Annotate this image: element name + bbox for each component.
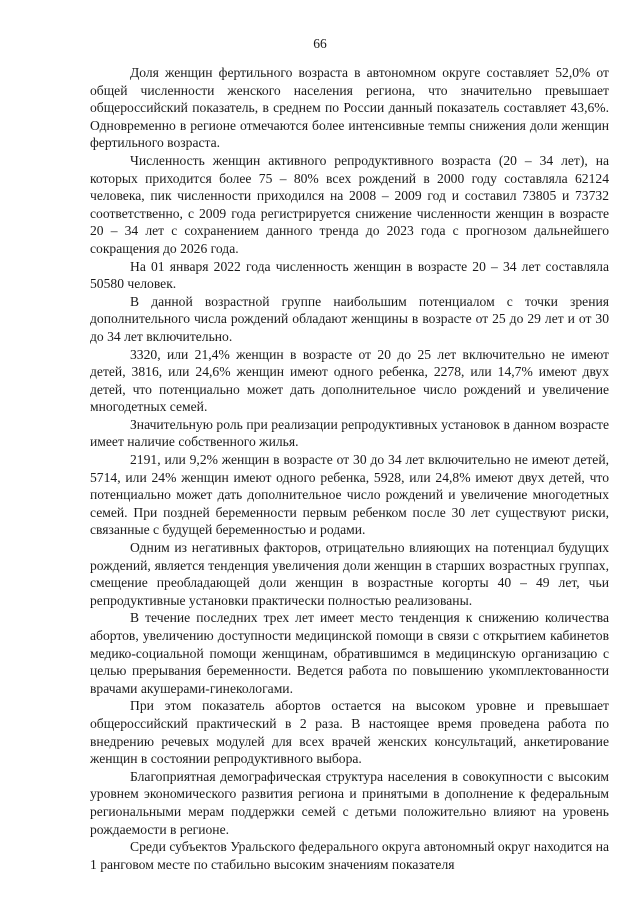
paragraph-housing-role: Значительную роль при реализации репродуктивных установок в данном возрасте имеет наличие собственного жилья. (90, 416, 609, 450)
paragraph-active-reproductive-age: Численность женщин активного репродуктивного возраста (20 – 34 лет), на которых приходится более 75 – 80% всех рождений в 2000 году составляла 62124 человека, пик численности приходился на 2008 – 2009 год и составил 73805 и 73732 соответственно, с 2009 года регистрируется снижение численности женщин в возрасте 20 – 34 лет с сохранением данного тренда до 2023 года с прогнозом дальнейшего сокращения до 2026 года. (90, 152, 609, 256)
paragraph-abortion-trend: В течение последних трех лет имеет место тенденция к снижению количества абортов, увеличению доступности медицинской помощи в связи с открытием кабинетов медико-социальной помощи женщинам, обратившимся в медицинскую организацию с целью прерывания беременности. Ведется работа по повышению укомплектованности врачами акушерами-гинекологами. (90, 610, 609, 696)
paragraph-age-20-25-stats: 3320, или 21,4% женщин в возрасте от 20 до 25 лет включительно не имеют детей, 3816, или 24,6% женщин имеют одного ребенка, 2278, или 14,7% имеют двух детей, что потенциально может дать дополнительное число рождений и увеличение многодетных семей. (90, 346, 609, 415)
paragraph-age-30-34-stats: 2191, или 9,2% женщин в возрасте от 30 до 34 лет включительно не имеют детей, 5714, или 24% женщин имеют одного ребенка, 5928, или 24,8% имеют двух детей, что потенциально может дать дополнительное число рождений и увеличение многодетных семей. При поздней беременности первым ребенком после 30 лет существуют риски, связанные с будущей беременностью и родами. (90, 452, 609, 538)
paragraph-fertile-age-share: Доля женщин фертильного возраста в автономном округе составляет 52,0% от общей численности женского населения региона, что значительно превышает общероссийский показатель, в среднем по России данный показатель составляет 43,6%. Одновременно в регионе отмечаются более интенсивные темпы снижения доли женщин фертильного возраста. (90, 65, 609, 151)
paragraph-negative-factors: Одним из негативных факторов, отрицательно влияющих на потенциал будущих рождений, является тенденция увеличения доли женщин в старших возрастных группах, смещение преобладающей доли женщин в возрастные когорты 40 – 49 лет, чьи репродуктивные установки практически полностью реализованы. (90, 540, 609, 608)
paragraph-potential-groups: В данной возрастной группе наибольшим потенциалом с точки зрения дополнительного числа рождений обладают женщины в возрасте от 25 до 29 лет и от 30 до 34 лет включительно. (90, 293, 609, 344)
paragraph-count-2022: На 01 января 2022 года численность женщин в возрасте 20 – 34 лет составляла 50580 человек. (90, 258, 609, 292)
paragraph-ural-district-rank: Среди субъектов Уральского федерального округа автономный округ находится на 1 ранговом месте по стабильно высоким значениям показателя (90, 839, 609, 872)
page-number: 66 (313, 36, 327, 51)
paragraph-demographic-structure: Благоприятная демографическая структура населения в совокупности с высоким уровнем экономического развития региона и принятыми в дополнение к федеральным региональными мерам поддержки семей с детьми положительно влияют на уровень рождаемости в регионе. (90, 768, 609, 837)
document-body (90, 64, 609, 873)
paragraph-abortion-level: При этом показатель абортов остается на высоком уровне и превышает общероссийский практический в 2 раза. В настоящее время проведена работа по внедрению речевых модулей для всех врачей женских консультаций, анкетирование женщин в состоянии репродуктивного выбора. (90, 698, 609, 767)
